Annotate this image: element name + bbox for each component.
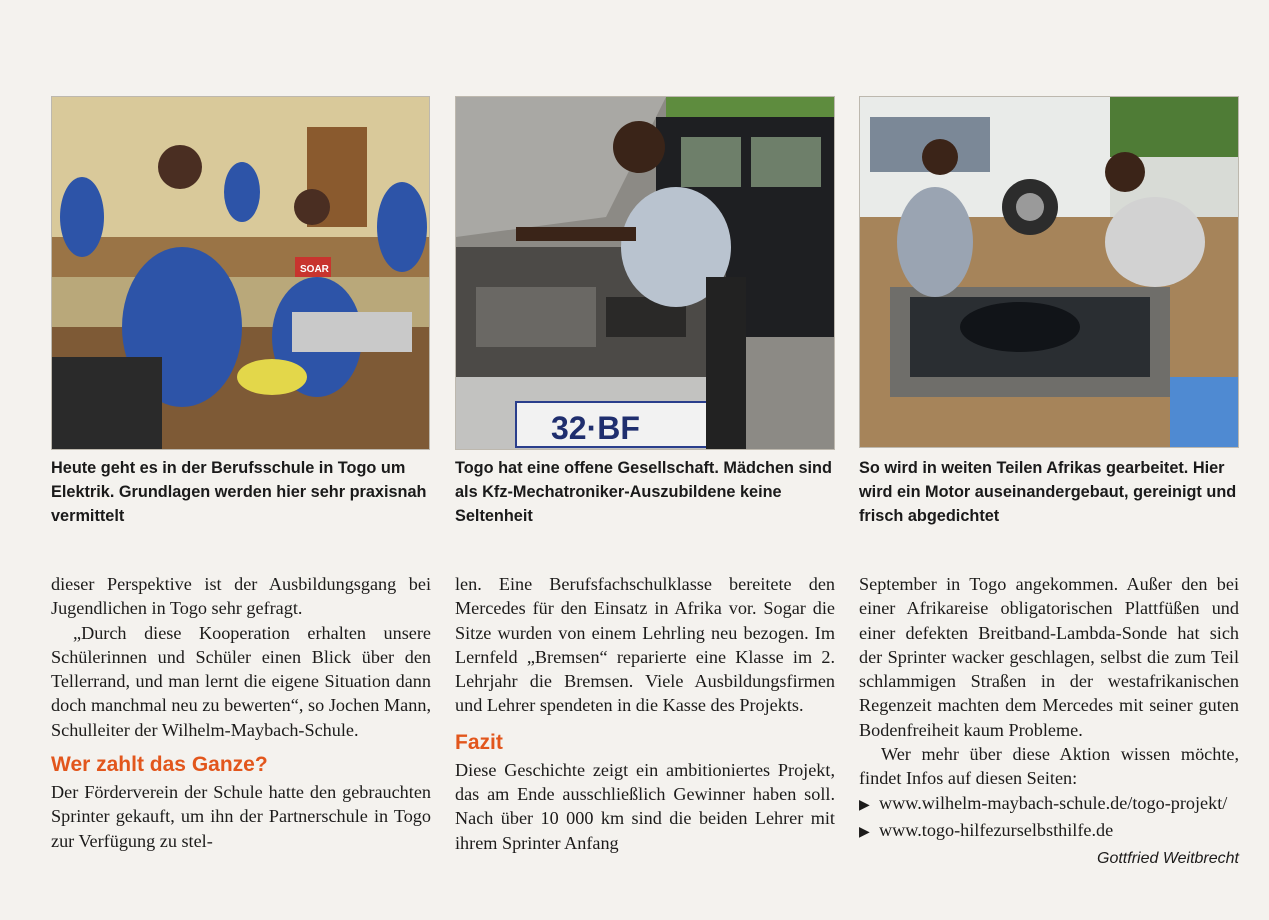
shirt-label: SOAR (300, 264, 329, 275)
link-togo-hilfe-text: www.togo-hilfezurselbsthilfe.de (879, 819, 1114, 840)
link-togo-hilfe[interactable] (859, 818, 1239, 845)
photo-classroom (51, 96, 430, 450)
author-name: Gottfried Weitbrecht (1097, 850, 1239, 868)
col1-paragraph-2: „Durch diese Kooperation erhalten unsere Schülerinnen und Schüler einen Blick über den Tellerrand, und man lernt die eigene Situation dann doch manchmal neu zu bewerten“, so Jochen Mann, Schulleiter der Wilhelm-Maybach-Schule. (51, 622, 431, 740)
article-column-3 (859, 572, 1239, 872)
photo-car-mechanic (455, 96, 835, 450)
article-column-2 (455, 572, 835, 855)
triangle-arrow-icon: ▶ (859, 797, 870, 813)
heading-fazit: Fazit (455, 730, 503, 754)
caption-engine-work: So wird in weiten Teilen Afrikas gearbeitet. Hier wird ein Motor auseinandergebaut, gereinigt und frisch abgedichtet (859, 459, 1237, 525)
heading-wer-zahlt: Wer zahlt das Ganze? (51, 753, 268, 777)
col1-paragraph-3: Der Förderverein der Schule hatte den gebrauchten Sprinter gekauft, um ihn der Partnerschule in Togo zur Verfügung zu stel- (51, 782, 431, 851)
photo-engine-work (859, 96, 1239, 448)
col1-paragraph-1: dieser Perspektive ist der Ausbildungsgang bei Jugendlichen in Togo sehr gefragt. (51, 574, 431, 619)
caption-classroom: Heute geht es in der Berufsschule in Togo um Elektrik. Grundlagen werden hier sehr praxisnah vermittelt (51, 459, 427, 525)
col2-paragraph-1: len. Eine Berufsfachschulklasse bereitete den Mercedes für den Einsatz in Afrika vor. Sogar die Sitze wurden von einem Lehrling neu bezogen. Im Lernfeld „Bremsen“ reparierte eine Klasse im 2. Lehrjahr die Bremsen. Viele Ausbildungsfirmen und Lehrer spendeten in die Kasse des Projekts. (455, 574, 835, 716)
article-column-1 (51, 572, 431, 853)
link-wilhelm-maybach[interactable] (859, 791, 1239, 818)
triangle-arrow-icon: ▶ (859, 824, 870, 840)
caption-car-mechanic: Togo hat eine offene Gesellschaft. Mädchen sind als Kfz-Mechatroniker-Auszubildene keine Seltenheit (455, 459, 832, 525)
col2-paragraph-2: Diese Geschichte zeigt ein ambitioniertes Projekt, das am Ende ausschließlich Gewinner haben soll. Nach über 10 000 km sind die beiden Lehrer mit ihrem Sprinter Anfang (455, 759, 835, 853)
col3-paragraph-1: September in Togo angekommen. Außer den bei einer Afrikareise obligatorischen Plattfüßen und einer defekten Breitband-Lambda-Sonde hat sich der Sprinter wacker geschlagen, selbst die zum Teil schlammigen Straßen in der westafrikanischen Regenzeit machten dem Mercedes mit seiner guten Bodenfreiheit kaum Probleme. (859, 574, 1239, 740)
col3-paragraph-2: Wer mehr über diese Aktion wissen möchte, findet Infos auf diesen Seiten: (859, 744, 1239, 789)
link-wilhelm-maybach-text: www.wilhelm-maybach-schule.de/togo-projekt/ (879, 792, 1228, 813)
plate-text: 32·BF (551, 410, 640, 446)
